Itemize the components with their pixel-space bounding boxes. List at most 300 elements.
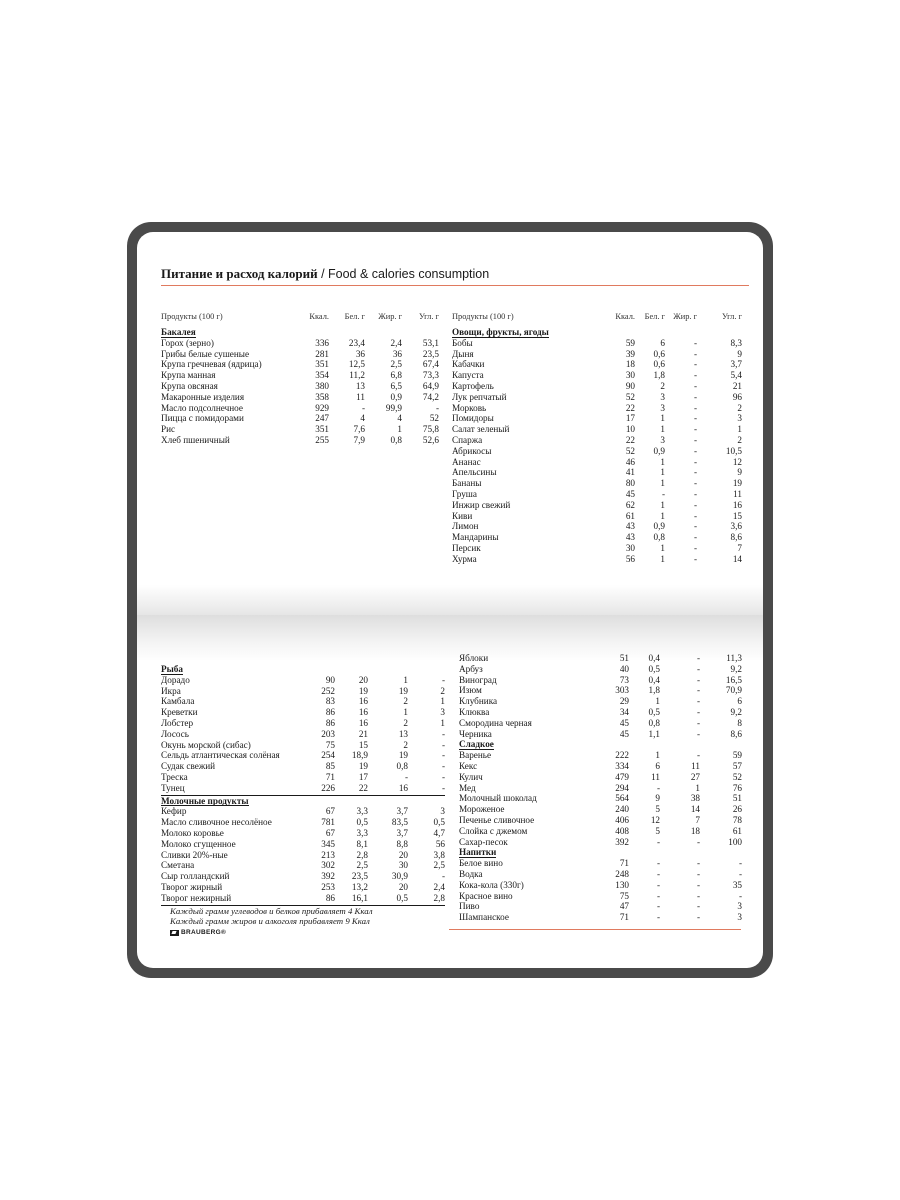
kcal-value: 10 <box>625 424 635 435</box>
carb-value: - <box>435 402 439 413</box>
note-carbs-protein: Каждый грамм углеводов и белков прибавляет 4 Ккал <box>170 906 373 916</box>
kcal-value: 39 <box>625 348 635 359</box>
carb-value: 0,5 <box>433 817 445 828</box>
product-name: Дорадо <box>161 674 190 685</box>
category-title: Напитки <box>459 847 497 858</box>
fat-value: - <box>696 706 700 717</box>
product-name: Водка <box>459 868 483 879</box>
kcal-value: 47 <box>619 901 629 912</box>
carb-value: 1 <box>737 424 742 435</box>
fat-value: 8,8 <box>396 838 408 849</box>
carb-value: 74,2 <box>422 391 439 402</box>
fat-value: 7 <box>695 814 700 825</box>
table-row <box>452 349 742 360</box>
table-row <box>459 837 742 848</box>
product-name: Крупа овсяная <box>161 380 218 391</box>
carb-value: 8,3 <box>730 337 742 348</box>
carb-value: 70,9 <box>725 685 742 696</box>
table-row <box>161 882 445 893</box>
fat-value: - <box>693 380 697 391</box>
table-row <box>161 707 445 718</box>
carb-value: - <box>441 674 445 685</box>
table-row <box>161 424 439 435</box>
kcal-value: 71 <box>619 912 629 923</box>
protein-value: 1 <box>660 456 665 467</box>
carb-value: 3,6 <box>730 521 742 532</box>
protein-value: - <box>656 890 660 901</box>
fat-value: - <box>696 890 700 901</box>
header-protein: Бел. г <box>344 312 365 321</box>
protein-value: 1,8 <box>653 370 665 381</box>
fat-value: 1 <box>695 782 700 793</box>
header-fat: Жир. г <box>378 312 402 321</box>
protein-value: 0,9 <box>653 521 665 532</box>
product-name: Судак свежий <box>161 761 216 772</box>
table-row <box>161 839 445 850</box>
table-header-row <box>452 311 742 323</box>
protein-value: 5 <box>655 825 660 836</box>
protein-value: 1 <box>660 467 665 478</box>
header-product: Продукты (100 г) <box>452 312 514 321</box>
protein-value: 6 <box>660 337 665 348</box>
carb-value: 76 <box>732 782 742 793</box>
product-name: Клюква <box>459 706 490 717</box>
header-kcal: Ккал. <box>615 312 635 321</box>
fat-value: 2 <box>403 739 408 750</box>
protein-value: - <box>656 912 660 923</box>
kcal-value: 56 <box>625 553 635 564</box>
protein-value: 3,3 <box>356 827 368 838</box>
carb-value: 59 <box>732 750 742 761</box>
table-row <box>459 750 742 761</box>
product-name: Грибы белые сушеные <box>161 348 250 359</box>
protein-value: 0,5 <box>648 706 660 717</box>
brand-logo <box>170 929 226 936</box>
kcal-value: 75 <box>619 890 629 901</box>
table-row <box>459 815 742 826</box>
fat-value: 3,7 <box>396 827 408 838</box>
table-row <box>161 806 445 817</box>
product-name: Арбуз <box>459 663 483 674</box>
fat-value: 0,8 <box>390 434 402 445</box>
protein-value: 0,4 <box>648 653 660 663</box>
fat-value: - <box>693 337 697 348</box>
fat-value: - <box>693 532 697 543</box>
table-row <box>452 413 742 424</box>
protein-value: 3 <box>660 391 665 402</box>
product-name: Инжир свежий <box>452 499 511 510</box>
kcal-value: 380 <box>315 380 329 391</box>
carb-value: 52,6 <box>422 434 439 445</box>
kcal-value: 247 <box>315 413 329 424</box>
carb-value: 3 <box>737 901 742 912</box>
product-name: Киви <box>452 510 473 521</box>
product-name: Кулич <box>459 771 483 782</box>
table-top-left <box>161 311 439 446</box>
table-row <box>452 403 742 414</box>
product-name: Красное вино <box>459 890 513 901</box>
table-row <box>459 793 742 804</box>
table-row <box>161 359 439 370</box>
fat-value: - <box>696 836 700 847</box>
table-row <box>161 392 439 403</box>
product-name: Шампанское <box>459 912 509 923</box>
kcal-value: 51 <box>619 653 629 663</box>
table-row <box>161 686 445 697</box>
table-row <box>161 828 445 839</box>
table-header-row <box>161 311 439 323</box>
product-name: Варенье <box>459 750 492 761</box>
protein-value: 12 <box>650 814 660 825</box>
product-name: Сахар-песок <box>459 836 508 847</box>
carb-value: 2,4 <box>433 881 445 892</box>
table-row <box>161 783 445 794</box>
protein-value: 1 <box>655 696 660 707</box>
fat-value: - <box>696 901 700 912</box>
carb-value: - <box>441 771 445 782</box>
protein-value: 0,6 <box>653 348 665 359</box>
table-row <box>459 783 742 794</box>
product-name: Виноград <box>459 674 497 685</box>
table-row <box>452 500 742 511</box>
kcal-value: 408 <box>615 825 629 836</box>
fat-value: 6,8 <box>390 370 402 381</box>
product-name: Белое вино <box>459 858 503 869</box>
carb-value: 64,9 <box>422 380 439 391</box>
carb-value: 73,3 <box>422 370 439 381</box>
product-name: Морковь <box>452 402 487 413</box>
kcal-value: 281 <box>315 348 329 359</box>
fat-value: 19 <box>398 685 408 696</box>
fat-value: - <box>696 858 700 869</box>
fat-value: - <box>696 685 700 696</box>
protein-value: 9 <box>655 793 660 804</box>
category-row <box>161 327 439 338</box>
protein-value: - <box>656 879 660 890</box>
product-name: Молоко сгущенное <box>161 838 236 849</box>
fat-value: 11 <box>691 760 700 771</box>
product-name: Салат зеленый <box>452 424 510 435</box>
kcal-value: 71 <box>325 771 335 782</box>
product-name: Лосось <box>161 728 189 739</box>
table-row <box>452 511 742 522</box>
carb-value: 5,4 <box>730 370 742 381</box>
product-name: Бананы <box>452 478 482 489</box>
fat-value: - <box>693 488 697 499</box>
table-row <box>452 359 742 370</box>
fat-value: 2,5 <box>390 359 402 370</box>
fat-value: - <box>696 868 700 879</box>
kcal-value: 130 <box>615 879 629 890</box>
fat-value: - <box>696 653 700 663</box>
table-row <box>452 521 742 532</box>
product-name: Груша <box>452 488 477 499</box>
table-row <box>459 826 742 837</box>
kcal-value: 30 <box>625 370 635 381</box>
kcal-value: 479 <box>615 771 629 782</box>
product-name: Пицца с помидорами <box>161 413 244 424</box>
table-row <box>459 729 742 740</box>
protein-value: 1 <box>660 499 665 510</box>
protein-value: 20 <box>358 674 368 685</box>
carb-value: 1 <box>440 717 445 728</box>
table-row <box>459 772 742 783</box>
table-row <box>452 392 742 403</box>
protein-value: 6 <box>655 760 660 771</box>
product-name: Дыня <box>452 348 474 359</box>
carb-value: - <box>738 868 742 879</box>
table-row <box>452 370 742 381</box>
kcal-value: 345 <box>321 838 335 849</box>
fat-value: - <box>693 391 697 402</box>
carb-value: 16 <box>732 499 742 510</box>
table-row <box>459 653 742 664</box>
product-name: Персик <box>452 542 481 553</box>
product-name: Сыр голландский <box>161 871 230 882</box>
table-row <box>459 912 742 923</box>
product-name: Ананас <box>452 456 481 467</box>
kcal-value: 254 <box>321 750 335 761</box>
fat-value: - <box>696 674 700 685</box>
protein-value: 3,3 <box>356 806 368 817</box>
table-row <box>459 869 742 880</box>
carb-value: 19 <box>732 478 742 489</box>
carb-value: 23,5 <box>422 348 439 359</box>
fat-value: 18 <box>690 825 700 836</box>
page-fold-shadow <box>137 585 763 615</box>
table-row <box>459 675 742 686</box>
protein-value: 3 <box>660 434 665 445</box>
table-row <box>459 858 742 869</box>
title-ru: Питание и расход калорий <box>161 266 318 281</box>
table-row <box>161 817 445 828</box>
product-name: Лук репчатый <box>452 391 507 402</box>
carb-value: 67,4 <box>422 359 439 370</box>
kcal-value: 781 <box>321 817 335 828</box>
kcal-value: 30 <box>625 542 635 553</box>
carb-value: 9,2 <box>730 706 742 717</box>
carb-value: 8,6 <box>730 532 742 543</box>
product-name: Кабачки <box>452 359 485 370</box>
fat-value: - <box>693 510 697 521</box>
kcal-value: 240 <box>615 804 629 815</box>
carb-value: 3,7 <box>730 359 742 370</box>
kcal-value: 85 <box>325 761 335 772</box>
header-carb: Угл. г <box>721 312 742 321</box>
fat-value: 0,9 <box>390 391 402 402</box>
carb-value: 51 <box>732 793 742 804</box>
table-row <box>452 554 742 565</box>
product-name: Пиво <box>459 901 480 912</box>
protein-value: 1 <box>660 424 665 435</box>
carb-value: 96 <box>732 391 742 402</box>
carb-value: 6 <box>737 696 742 707</box>
product-name: Камбала <box>161 696 195 707</box>
fat-value: 38 <box>690 793 700 804</box>
fat-value: 3,7 <box>396 806 408 817</box>
kcal-value: 59 <box>625 337 635 348</box>
carb-value: 4,7 <box>433 827 445 838</box>
note-fat-alcohol: Каждый грамм жиров и алкоголя прибавляет 9 Ккал <box>170 916 370 926</box>
page-title <box>161 266 749 286</box>
carb-value: 9 <box>737 348 742 359</box>
kcal-value: 252 <box>321 685 335 696</box>
table-row <box>452 435 742 446</box>
kcal-value: 18 <box>625 359 635 370</box>
fat-value: 4 <box>397 413 402 424</box>
fat-value: 1 <box>403 674 408 685</box>
product-name: Абрикосы <box>452 445 492 456</box>
category-title: Молочные продукты <box>161 795 249 806</box>
table-row <box>452 489 742 500</box>
carb-value: 9 <box>737 467 742 478</box>
product-name: Макаронные изделия <box>161 391 245 402</box>
product-name: Изюм <box>459 685 482 696</box>
kcal-value: 22 <box>625 402 635 413</box>
kcal-value: 52 <box>625 391 635 402</box>
protein-value: 19 <box>358 685 368 696</box>
brand-mark-icon <box>170 930 179 936</box>
product-name: Мед <box>459 782 476 793</box>
kcal-value: 248 <box>615 868 629 879</box>
kcal-value: 43 <box>625 532 635 543</box>
table-bottom-right <box>459 653 742 923</box>
carb-value: 8 <box>737 717 742 728</box>
carb-value: 21 <box>732 380 742 391</box>
protein-value: 1 <box>660 413 665 424</box>
protein-value: - <box>656 836 660 847</box>
carb-value: 26 <box>732 804 742 815</box>
table-row <box>459 761 742 772</box>
fat-value: 6,5 <box>390 380 402 391</box>
product-name: Творог нежирный <box>161 892 232 903</box>
product-name: Лимон <box>452 521 479 532</box>
fat-value: - <box>693 402 697 413</box>
table-row <box>161 675 445 686</box>
carb-value: 52 <box>429 413 439 424</box>
protein-value: 0,8 <box>653 532 665 543</box>
table-row <box>161 729 445 740</box>
table-row <box>161 850 445 861</box>
table-row <box>452 381 742 392</box>
carb-value: 3 <box>440 707 445 718</box>
protein-value: 16 <box>358 717 368 728</box>
protein-value: 36 <box>355 348 365 359</box>
kcal-value: 351 <box>315 424 329 435</box>
product-name: Капуста <box>452 370 484 381</box>
carb-value: 2 <box>737 434 742 445</box>
fat-value: 30 <box>398 860 408 871</box>
kcal-value: 354 <box>315 370 329 381</box>
fat-value: - <box>693 424 697 435</box>
header-fat: Жир. г <box>673 312 697 321</box>
protein-value: 8,1 <box>356 838 368 849</box>
brand-name: BRAUBERG® <box>181 929 227 936</box>
carb-value: 100 <box>728 836 742 847</box>
carb-value: 56 <box>435 838 445 849</box>
kcal-value: 213 <box>321 849 335 860</box>
fat-value: 20 <box>398 849 408 860</box>
protein-value: 0,9 <box>653 445 665 456</box>
fat-value: 36 <box>392 348 402 359</box>
product-name: Хлеб пшеничный <box>161 434 230 445</box>
table-row <box>459 685 742 696</box>
kcal-value: 351 <box>315 359 329 370</box>
protein-value: 1,8 <box>648 685 660 696</box>
protein-value: 11 <box>651 771 660 782</box>
kcal-value: 22 <box>625 434 635 445</box>
product-name: Кекс <box>459 760 478 771</box>
title-en: Food & calories consumption <box>328 267 490 281</box>
fat-value: - <box>693 456 697 467</box>
bottom-rule <box>449 929 741 930</box>
table-row <box>161 740 445 751</box>
kcal-value: 40 <box>619 663 629 674</box>
table-row <box>459 707 742 718</box>
category-title: Сладкое <box>459 739 494 750</box>
product-name: Апельсины <box>452 467 497 478</box>
fat-value: - <box>693 434 697 445</box>
title-separator: / <box>317 267 329 281</box>
protein-value: 1 <box>660 542 665 553</box>
protein-value: 4 <box>360 413 365 424</box>
product-name: Молоко коровье <box>161 827 224 838</box>
top-page <box>137 232 763 615</box>
fat-value: - <box>696 717 700 728</box>
kcal-value: 222 <box>615 750 629 761</box>
product-name: Клубника <box>459 696 498 707</box>
table-row <box>161 718 445 729</box>
fat-value: 2 <box>403 717 408 728</box>
kcal-value: 358 <box>315 391 329 402</box>
product-name: Черника <box>459 728 492 739</box>
table-row <box>161 403 439 414</box>
fat-value: - <box>696 728 700 739</box>
product-name: Мороженое <box>459 804 505 815</box>
carb-value: - <box>441 782 445 793</box>
fat-value: - <box>696 912 700 923</box>
product-name: Слойка с джемом <box>459 825 528 836</box>
header-kcal: Ккал. <box>309 312 329 321</box>
planner-spread <box>127 222 773 978</box>
carb-value: 78 <box>732 814 742 825</box>
kcal-value: 34 <box>619 706 629 717</box>
carb-value: 15 <box>732 510 742 521</box>
protein-value: 2 <box>660 380 665 391</box>
carb-value: - <box>441 728 445 739</box>
table-row <box>452 457 742 468</box>
protein-value: 1 <box>660 553 665 564</box>
fat-value: - <box>696 750 700 761</box>
table-row <box>161 871 445 882</box>
table-row <box>161 381 439 392</box>
product-name: Яблоки <box>459 653 489 663</box>
kcal-value: 71 <box>619 858 629 869</box>
fat-value: - <box>693 370 697 381</box>
fat-value: - <box>693 553 697 564</box>
kcal-value: 90 <box>325 674 335 685</box>
carb-value: 3 <box>440 806 445 817</box>
fat-value: - <box>693 521 697 532</box>
fat-value: 1 <box>397 424 402 435</box>
table-row <box>452 338 742 349</box>
carb-value: 8,6 <box>730 728 742 739</box>
kcal-value: 46 <box>625 456 635 467</box>
kcal-value: 406 <box>615 814 629 825</box>
fat-value: 30,9 <box>391 871 408 882</box>
product-name: Сливки 20%-ные <box>161 849 228 860</box>
category-title: Овощи, фрукты, ягоды <box>452 327 549 337</box>
